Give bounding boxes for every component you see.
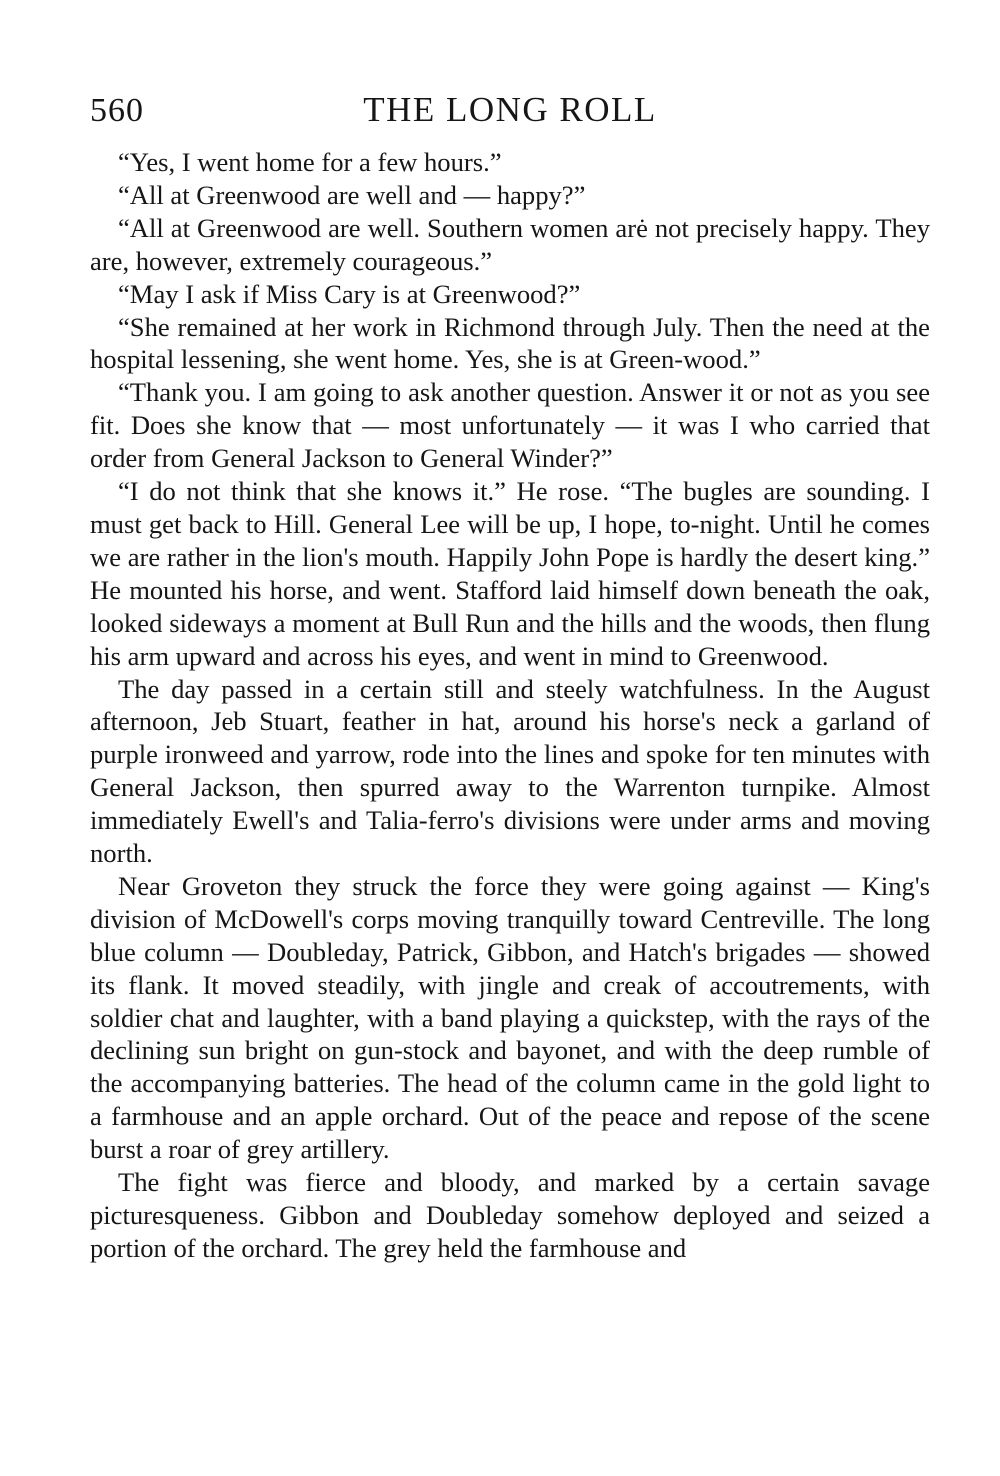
page-header <box>90 80 930 140</box>
paragraph: The day passed in a certain still and steely watchfulness. In the August afternoon, Jeb Stuart, feather in hat, around his horse's neck a garland of purple ironweed and yarrow, rode into the lines and spoke for ten minutes with General Jackson, then spurred away to the Warrenton turnpike. Almost immediately Ewell's and Talia-ferro's divisions were under arms and moving north. <box>90 673 930 869</box>
paragraph: “She remained at her work in Richmond through July. Then the need at the hospital lessening, she went home. Yes, she is at Green-wood.” <box>90 311 930 375</box>
paragraph: “May I ask if Miss Cary is at Greenwood?” <box>118 278 581 309</box>
paragraph: The fight was fierce and bloody, and marked by a certain savage picturesqueness. Gibbon and Doubleday somehow deployed and seized a portion of the orchard. The grey held the farmhouse and <box>90 1167 930 1263</box>
paragraph: Near Groveton they struck the force they were going against — King's division of McDowell's corps moving tranquilly toward Centreville. The long blue column — Doubleday, Patrick, Gibbon, and Hatch's brigades — showed its flank. It moved steadily, with jingle and creak of accoutrements, with soldier chat and laughter, with a band playing a quickstep, with the rays of the declining sun bright on gun-stock and bayonet, and with the deep rumble of the accompanying batteries. The head of the column came in the gold light to a farmhouse and an apple orchard. Out of the peace and repose of the scene burst a roar of grey artillery. <box>90 870 930 1165</box>
body-text <box>90 146 930 1265</box>
book-page <box>90 80 930 1265</box>
page-number: 560 <box>90 92 144 129</box>
paragraph: “Thank you. I am going to ask another question. Answer it or not as you see fit. Does she know that — most unfortunately — it was I who carried that order from General Jackson to General Winder?” <box>90 377 930 474</box>
paragraph: “Yes, I went home for a few hours.” <box>118 147 502 177</box>
running-title: THE LONG ROLL <box>363 90 657 129</box>
paragraph: “All at Greenwood are well and — happy?” <box>118 179 586 210</box>
paragraph: “I do not think that she knows it.” He rose. “The bugles are sounding. I must get back to Hill. General Lee will be up, I hope, to-night. Until he comes we are rather in the lion's mouth. Happily John Pope is hardly the desert king.” He mounted his horse, and went. Stafford laid himself down beneath the oak, looked sideways a moment at Bull Run and the hills and the woods, then flung his arm upward and across his eyes, and went in mind to Greenwood. <box>90 476 930 671</box>
paragraph: “All at Greenwood are well. Southern women arė not precisely happy. They are, however, extremely courageous.” <box>90 212 930 276</box>
